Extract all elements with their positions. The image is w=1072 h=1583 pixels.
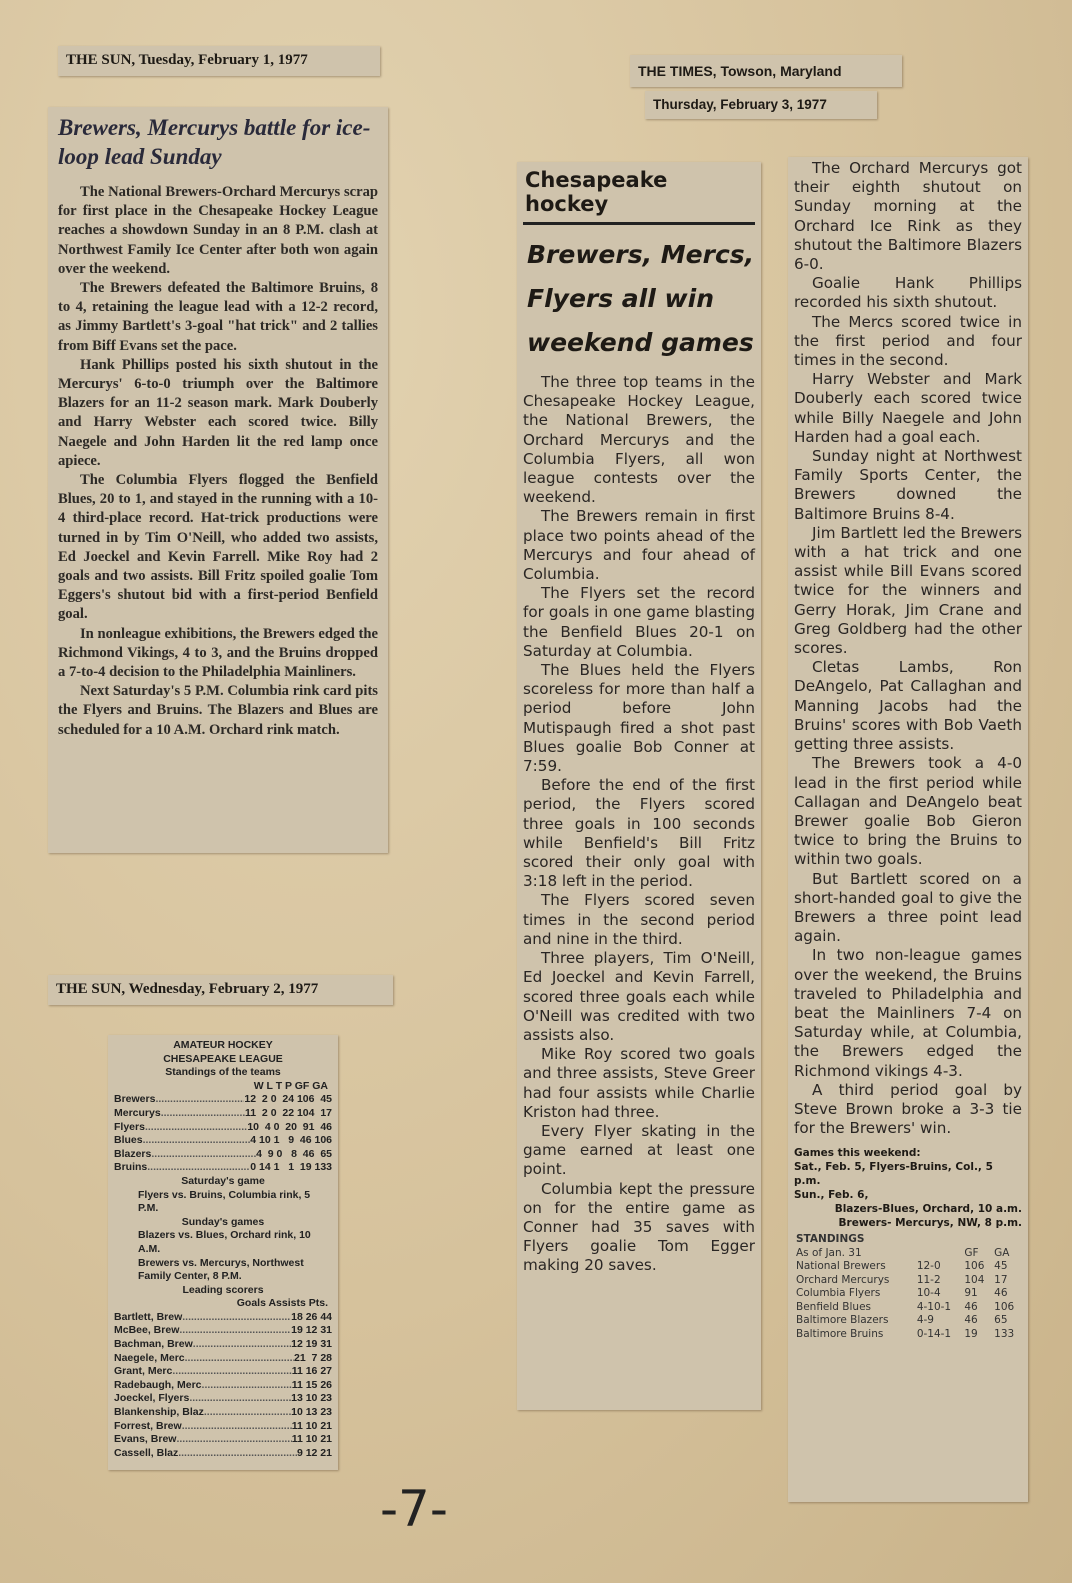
times-paragraph: Before the end of the first period, the Flyers scored three goals in 100 seconds while Benfield's Bill Fritz scored their only goal with 3:18 left in the period. xyxy=(523,776,755,891)
sun1-paragraph: The National Brewers-Orchard Mercurys scrap for first place in the Chesapeake Hockey League reaches a showdown Sunday in an 8 P.M. clash at Northwest Family Ice Center after both won again over the weekend. xyxy=(58,184,378,277)
scorer-row xyxy=(114,1365,332,1379)
leader-dots xyxy=(161,1107,245,1121)
games-sat: Sat., Feb. 5, Flyers-Bruins, Col., 5 p.m. xyxy=(794,1161,993,1188)
standings-row xyxy=(794,1260,1022,1274)
standings-ga: 65 xyxy=(994,1314,1008,1327)
leader-dots xyxy=(143,1134,251,1148)
scorer-stats: 18 26 44 xyxy=(291,1310,332,1323)
standings-gf: 106 xyxy=(964,1260,985,1273)
standings-gf: 104 xyxy=(964,1273,985,1286)
standings-rec: 0-14-1 xyxy=(916,1327,952,1340)
standings-subtitle: Standings of the teams xyxy=(165,1066,281,1079)
team-name: Bruins xyxy=(114,1161,148,1174)
scorer-row xyxy=(114,1338,332,1352)
leader-dots xyxy=(145,1121,247,1135)
standings-gf: 46 xyxy=(964,1314,978,1327)
times-paragraph: Harry Webster and Mark Douberly each scored twice while Billy Naegele and John Harden had a goal each. xyxy=(794,370,1022,446)
scorer-stats: 11 10 21 xyxy=(291,1419,332,1432)
team-name: Brewers xyxy=(114,1093,156,1106)
saturday-title: Saturday's game xyxy=(181,1174,265,1187)
standings-row xyxy=(794,1287,1022,1301)
standings-row xyxy=(794,1274,1022,1288)
standings-row xyxy=(114,1148,332,1162)
scorer-row xyxy=(114,1447,332,1461)
times-paragraph: The Mercs scored twice in the first period and four times in the second. xyxy=(794,312,1022,370)
standings-team: Columbia Flyers xyxy=(796,1287,881,1300)
leader-dots xyxy=(172,1365,291,1379)
standings-row xyxy=(114,1107,332,1121)
games-box xyxy=(794,1146,1022,1230)
standings-row xyxy=(114,1121,332,1135)
times-paragraph: Every Flyer skating in the game earned at least one point. xyxy=(523,1121,755,1179)
scorer-row xyxy=(114,1379,332,1393)
times-masthead: THE TIMES, Towson, Maryland xyxy=(630,55,902,87)
scorer-row xyxy=(114,1406,332,1420)
standings-row xyxy=(794,1314,1022,1328)
games-sun1: Blazers-Blues, Orchard, 10 a.m. xyxy=(834,1203,1022,1216)
games-sun2: Brewers- Mercurys, NW, 8 p.m. xyxy=(838,1217,1022,1230)
scorer-name: Blankenship, Blaz xyxy=(114,1406,204,1419)
standings-gf: 46 xyxy=(964,1300,978,1313)
times-standings-table xyxy=(794,1233,1022,1341)
times-paragraph: The Orchard Mercurys got their eighth shutout on Sunday morning at the Orchard Ice Rink as they shutout the Baltimore Blazers 6-0. xyxy=(794,159,1022,274)
scorer-name: Bachman, Brew xyxy=(114,1338,193,1351)
leader-dots xyxy=(202,1379,292,1393)
leader-dots xyxy=(182,1311,291,1325)
times-paragraph: Jim Bartlett led the Brewers with a hat trick and one assist while Bill Evans scored twice for the winners and Gerry Horak, Jim Crane and Greg Goldberg had the other scores. xyxy=(794,523,1022,658)
scorer-stats: 10 13 23 xyxy=(291,1406,332,1419)
standings-rec: 4-10-1 xyxy=(916,1300,952,1313)
scorer-row xyxy=(114,1420,332,1434)
scorer-stats: 12 19 31 xyxy=(291,1338,332,1351)
times-date: Thursday, February 3, 1977 xyxy=(645,91,877,119)
standings-ga: 45 xyxy=(994,1260,1008,1273)
times-paragraph: Sunday night at Northwest Family Sports Center, the Brewers downed the Baltimore Bruins 8-4. xyxy=(794,447,1022,523)
standings-team: Baltimore Blazers xyxy=(796,1314,889,1327)
standings-row xyxy=(114,1134,332,1148)
scorer-name: Grant, Merc xyxy=(114,1365,173,1378)
leader-dots xyxy=(147,1161,250,1175)
times-kicker: Chesapeake hockey xyxy=(523,166,755,225)
standings-ga: 133 xyxy=(994,1327,1015,1340)
sun1-paragraph: The Columbia Flyers flogged the Benfield Blues, 20 to 1, and stayed in the running with a 10-4 third-place record. Hat-trick productions were turned in by Tim O'Neill, who added two assists, Ed Joeckel and Kevin Farrell. Mike Roy had 2 goals and two assists. Bill Fritz spoiled goalie Tom Eggers's shutout bid with a first-period Benfield goal. xyxy=(58,472,378,623)
team-stats: 12 2 0 24 106 45 xyxy=(244,1093,332,1106)
games-title: Games this weekend: xyxy=(794,1147,921,1160)
leader-dots xyxy=(185,1352,294,1366)
scorer-row xyxy=(114,1324,332,1338)
scorer-stats: 19 12 31 xyxy=(291,1324,332,1337)
leader-dots xyxy=(178,1447,297,1461)
saturday-text: Flyers vs. Bruins, Columbia rink, 5 P.M. xyxy=(138,1188,311,1215)
sun1-article xyxy=(48,107,388,853)
scorer-name: Forrest, Brew xyxy=(114,1419,182,1432)
times-paragraph: Cletas Lambs, Ron DeAngelo, Pat Callaghan and Manning Jacobs had the Bruins' scores with Bob Vaeth getting three assists. xyxy=(794,658,1022,754)
leader-dots xyxy=(193,1338,291,1352)
times-paragraph: The three top teams in the Chesapeake Hockey League, the National Brewers, the Orchard Mercurys and the Columbia Flyers, all won league contests over the weekend. xyxy=(523,373,755,507)
sun1-paragraph: Hank Phillips posted his sixth shutout in the Mercurys' 6-to-0 triumph over the Baltimore Blazers for an 11-2 season mark. Mark Douberly and Harry Webster each scored twice. Billy Naegele and John Harden lit the red lamp once apiece. xyxy=(58,356,378,469)
times-paragraph: But Bartlett scored on a short-handed goal to give the Brewers a three point lead again. xyxy=(794,869,1022,946)
sun1-paragraph: The Brewers defeated the Baltimore Bruins, 8 to 4, retaining the league lead with a 12-2 record, as Jimmy Bartlett's 3-goal "hat trick" and 2 tallies from Biff Evans set the pace. xyxy=(58,280,378,354)
times-col2-body xyxy=(794,159,1022,1138)
standings-team: Benfield Blues xyxy=(796,1300,872,1313)
sunday-title: Sunday's games xyxy=(181,1215,265,1228)
scorers-list xyxy=(114,1311,332,1461)
sun1-paragraph: Next Saturday's 5 P.M. Columbia rink card pits the Flyers and Bruins. The Blazers and Blues are scheduled for a 10 A.M. Orchard rink match. xyxy=(58,683,378,738)
scorer-stats: 11 10 21 xyxy=(291,1433,332,1446)
scorer-row xyxy=(114,1311,332,1325)
scorers-title: Leading scorers xyxy=(182,1283,264,1296)
times-paragraph: Goalie Hank Phillips recorded his sixth shutout. xyxy=(794,274,1022,312)
times-paragraph: Columbia kept the pressure on for the entire game as Conner had 35 saves with Flyers goalie Tom Egger making 20 saves. xyxy=(523,1179,755,1275)
standings-team: Baltimore Bruins xyxy=(796,1327,884,1340)
team-name: Blazers xyxy=(114,1147,152,1160)
times-headline xyxy=(523,233,755,365)
times-standings-title: STANDINGS xyxy=(796,1233,865,1246)
team-name: Mercurys xyxy=(114,1106,161,1119)
times-article-col2 xyxy=(788,157,1028,1502)
sun2-header: THE SUN, Wednesday, February 2, 1977 xyxy=(48,975,393,1005)
team-stats: 4 9 0 8 46 65 xyxy=(256,1147,332,1160)
standings-title1: AMATEUR HOCKEY xyxy=(173,1039,273,1051)
leader-dots xyxy=(176,1433,291,1447)
scorer-row xyxy=(114,1392,332,1406)
standings-team: National Brewers xyxy=(796,1260,886,1273)
leader-dots xyxy=(182,1420,292,1434)
scorer-row xyxy=(114,1352,332,1366)
times-paragraph: The Brewers took a 4-0 lead in the first period while Callagan and DeAngelo beat Brewer goalie Bob Gieron twice to bring the Bruins to within two goals. xyxy=(794,754,1022,869)
team-stats: 4 10 1 9 46 106 xyxy=(250,1134,332,1147)
leader-dots xyxy=(179,1324,291,1338)
times-paragraph: The Blues held the Flyers scoreless for more than half a period before John Mutispaugh fired a shot past Blues goalie Bob Conner at 7:59. xyxy=(523,661,755,776)
times-col1-body xyxy=(523,373,755,1276)
gf-header: GF xyxy=(964,1246,979,1259)
sun1-header: THE SUN, Tuesday, February 1, 1977 xyxy=(58,46,380,76)
sun1-paragraph: In nonleague exhibitions, the Brewers edged the Richmond Vikings, 4 to 3, and the Bruins dropped a 7-to-4 decision to the Philadelphia Mainliners. xyxy=(58,625,378,681)
sunday-text2: Brewers vs. Mercurys, Northwest Family Center, 8 P.M. xyxy=(138,1256,304,1283)
times-paragraph: The Flyers set the record for goals in one game blasting the Benfield Blues 20-1 on Saturday at Columbia. xyxy=(523,584,755,660)
scorer-stats: 11 15 26 xyxy=(291,1378,332,1391)
scorer-name: Bartlett, Brew xyxy=(114,1310,183,1323)
page-number: -7- xyxy=(380,1480,448,1538)
scorer-name: Naegele, Merc xyxy=(114,1351,185,1364)
team-stats: 11 2 0 22 104 17 xyxy=(245,1106,332,1119)
standings-row xyxy=(114,1161,332,1175)
team-name: Blues xyxy=(114,1134,143,1147)
standings-team: Orchard Mercurys xyxy=(796,1273,890,1286)
leader-dots xyxy=(151,1148,256,1162)
headline-line: weekend games xyxy=(527,328,754,357)
leader-dots xyxy=(189,1392,291,1406)
times-paragraph: A third period goal by Steve Brown broke a 3-3 tie for the Brewers' win. xyxy=(794,1080,1022,1138)
standings-rec: 4-9 xyxy=(916,1314,934,1327)
standings-row xyxy=(794,1328,1022,1342)
sun1-body xyxy=(58,183,378,740)
team-stats: 0 14 1 1 19 133 xyxy=(250,1161,332,1174)
standings-row xyxy=(114,1093,332,1107)
games-sun: Sun., Feb. 6, xyxy=(794,1189,869,1202)
standings-rec: 11-2 xyxy=(916,1273,941,1286)
team-name: Flyers xyxy=(114,1120,145,1133)
scorer-stats: 21 7 28 xyxy=(294,1351,332,1364)
scorer-stats: 13 10 23 xyxy=(291,1392,332,1405)
headline-line: Brewers, Mercs, xyxy=(527,240,755,269)
leader-dots xyxy=(155,1093,244,1107)
times-paragraph: The Brewers remain in first place two points ahead of the Mercurys and four ahead of Columbia. xyxy=(523,507,755,584)
times-paragraph: Three players, Tim O'Neill, Ed Joeckel and Kevin Farrell, scored three goals each while O'Neill was credited with two assists also. xyxy=(523,949,755,1044)
scorer-name: Cassell, Blaz xyxy=(114,1446,179,1459)
ga-header: GA xyxy=(994,1246,1010,1259)
standings-clip xyxy=(108,1035,338,1470)
sunday-text1: Blazers vs. Blues, Orchard rink, 10 A.M. xyxy=(138,1229,311,1255)
standings-rec: 10-4 xyxy=(916,1287,941,1300)
standings-row xyxy=(794,1301,1022,1315)
standings-ga: 106 xyxy=(994,1300,1015,1313)
standings-gf: 91 xyxy=(964,1287,978,1300)
times-paragraph: Mike Roy scored two goals and three assists, Steve Greer had four assists while Charlie Kriston had three. xyxy=(523,1045,755,1121)
times-standings-asof: As of Jan. 31 xyxy=(796,1246,862,1259)
scorer-row xyxy=(114,1433,332,1447)
scorers-columns: Goals Assists Pts. xyxy=(236,1297,328,1310)
times-paragraph: The Flyers scored seven times in the second period and nine in the third. xyxy=(523,891,755,948)
standings-rec: 12-0 xyxy=(916,1260,941,1273)
times-article-col1 xyxy=(517,162,761,1410)
scorer-name: Joeckel, Flyers xyxy=(114,1392,190,1405)
scorer-stats: 11 16 27 xyxy=(291,1365,332,1378)
standings-ga: 46 xyxy=(994,1287,1008,1300)
scorer-name: Radebaugh, Merc xyxy=(114,1378,202,1391)
headline-line: Flyers all win xyxy=(527,284,714,313)
standings-title2: CHESAPEAKE LEAGUE xyxy=(163,1052,283,1065)
times-paragraph: In two non-league games over the weekend, the Bruins traveled to Philadelphia and beat the Mainliners 7-4 on Saturday while, at Columbia, the Brewers edged the Richmond vikings 4-3. xyxy=(794,946,1022,1080)
standings-gf: 19 xyxy=(964,1327,978,1340)
standings-columns: W L T P GF GA xyxy=(253,1079,328,1092)
leader-dots xyxy=(204,1406,291,1420)
scorer-name: Evans, Brew xyxy=(114,1433,177,1446)
standings-ga: 17 xyxy=(994,1273,1008,1286)
scorer-name: McBee, Brew xyxy=(114,1324,180,1337)
standings-list xyxy=(114,1093,332,1175)
scorer-stats: 9 12 21 xyxy=(296,1446,332,1459)
team-stats: 10 4 0 20 91 46 xyxy=(247,1120,332,1133)
sun1-headline: Brewers, Mercurys battle for ice-loop lead Sunday xyxy=(58,115,371,169)
